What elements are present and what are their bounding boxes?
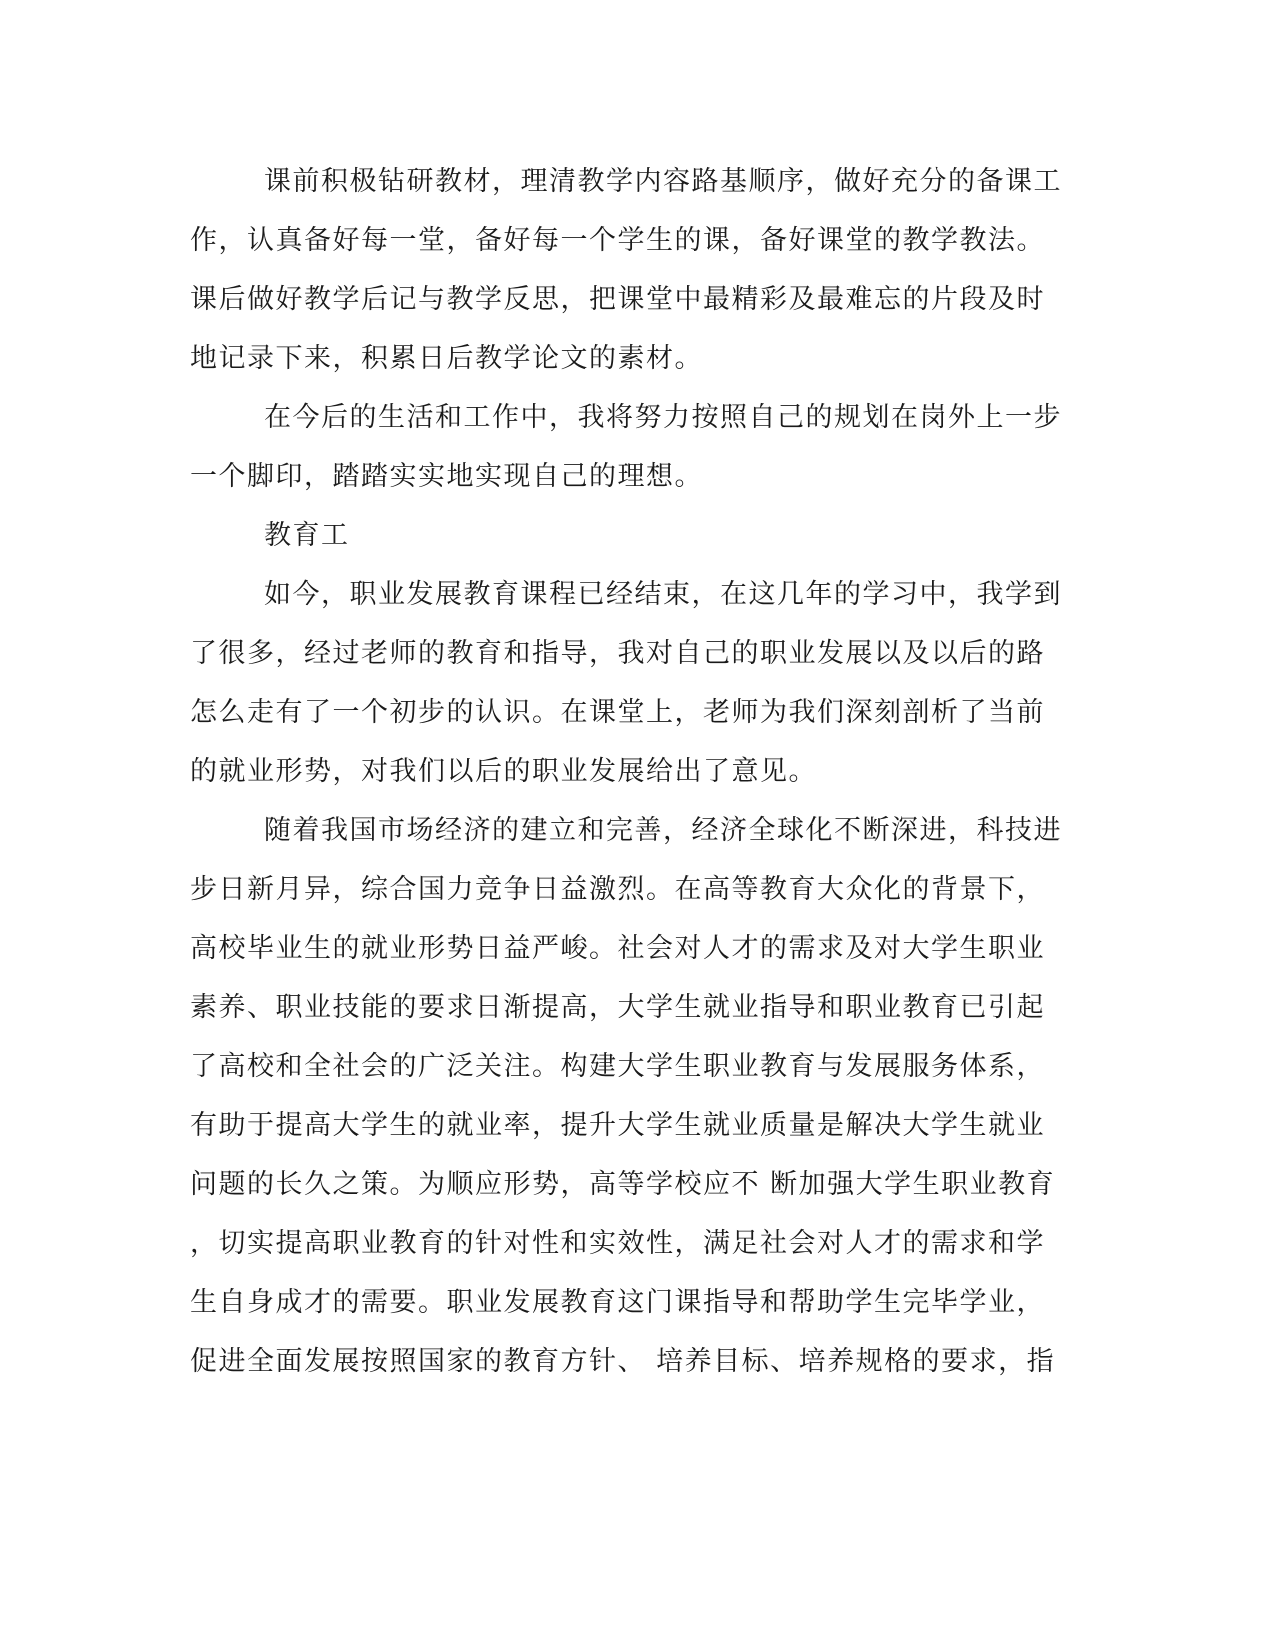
paragraph-line: 问题的长久之策。为顺应形势，高等学校应不 断加强大学生职业教育	[190, 1169, 1056, 1200]
paragraph-line: 了很多，经过老师的教育和指导，我对自己的职业发展以及以后的路	[190, 638, 1045, 669]
paragraph-line: 作，认真备好每一堂，备好每一个学生的课，备好课堂的教学教法。	[190, 225, 1045, 256]
paragraph-line: 一个脚印，踏踏实实地实现自己的理想。	[190, 461, 703, 492]
paragraph-line: 在今后的生活和工作中，我将努力按照自己的规划在岗外上一步	[264, 402, 1062, 433]
paragraph-line: 的就业形势，对我们以后的职业发展给出了意见。	[190, 756, 817, 787]
paragraph-line: 如今，职业发展教育课程已经结束，在这几年的学习中，我学到	[264, 579, 1062, 610]
paragraph-line: ，切实提高职业教育的针对性和实效性，满足社会对人才的需求和学	[190, 1228, 1045, 1259]
paragraph-line: 地记录下来，积累日后教学论文的素材。	[190, 343, 703, 374]
paragraph-line: 了高校和全社会的广泛关注。构建大学生职业教育与发展服务体系，	[190, 1051, 1045, 1082]
paragraph-line: 高校毕业生的就业形势日益严峻。社会对人才的需求及对大学生职业	[190, 933, 1045, 964]
paragraph-line: 促进全面发展按照国家的教育方针、 培养目标、培养规格的要求，指	[190, 1346, 1056, 1377]
paragraph-line: 素养、职业技能的要求日渐提高，大学生就业指导和职业教育已引起	[190, 992, 1045, 1023]
section-heading: 教育工	[264, 520, 350, 551]
paragraph-line: 课后做好教学后记与教学反思，把课堂中最精彩及最难忘的片段及时	[190, 284, 1045, 315]
paragraph-line: 生自身成才的需要。职业发展教育这门课指导和帮助学生完毕学业，	[190, 1287, 1045, 1318]
paragraph-line: 怎么走有了一个初步的认识。在课堂上，老师为我们深刻剖析了当前	[190, 697, 1045, 728]
paragraph-line: 步日新月异，综合国力竞争日益激烈。在高等教育大众化的背景下，	[190, 874, 1045, 905]
paragraph-line: 随着我国市场经济的建立和完善，经济全球化不断深进，科技进	[264, 815, 1062, 846]
paragraph-line: 有助于提高大学生的就业率，提升大学生就业质量是解决大学生就业	[190, 1110, 1045, 1141]
paragraph-line: 课前积极钻研教材，理清教学内容路基顺序，做好充分的备课工	[264, 166, 1062, 197]
